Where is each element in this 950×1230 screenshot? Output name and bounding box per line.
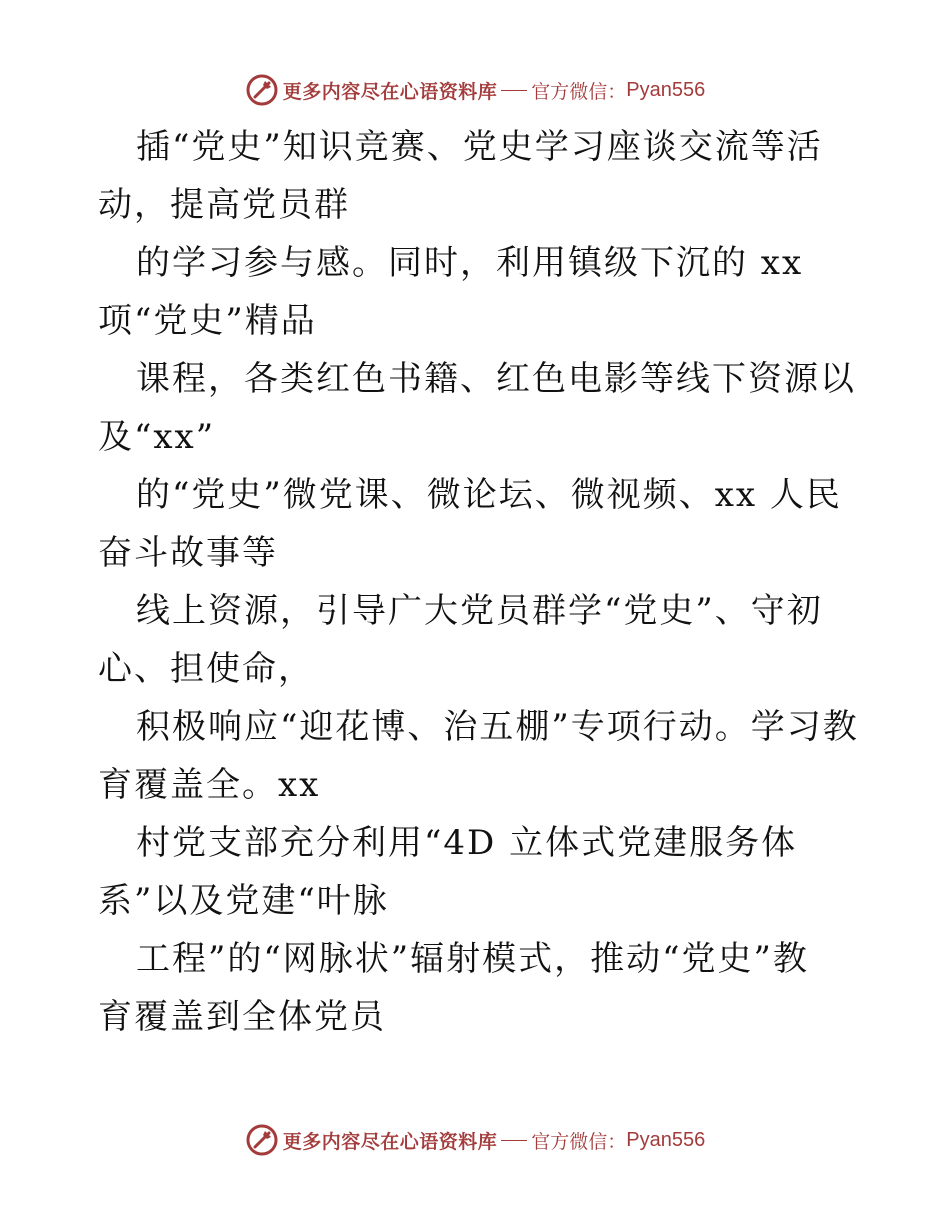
- body-line: 及“xx”: [98, 417, 216, 457]
- body-line: 系”以及党建“叶脉: [98, 881, 389, 921]
- body-line: 村党支部充分利用“4D 立体式党建服务体: [136, 823, 798, 863]
- body-line: 育覆盖全。xx: [98, 765, 321, 805]
- body-line: 动，提高党员群: [98, 185, 350, 225]
- footer-wechat-label: 官方微信：: [531, 1130, 627, 1153]
- body-line: 的“党史”微党课、微论坛、微视频、xx 人民: [136, 475, 842, 515]
- body-line: 项“党史”精品: [98, 301, 317, 341]
- page-header: [0, 70, 950, 110]
- header-wechat-label: 官方微信：: [531, 80, 627, 103]
- body-line: 育覆盖到全体党员: [98, 997, 386, 1037]
- logo-icon: [245, 73, 279, 107]
- footer-brand: 更多内容尽在心语资料库: [282, 1130, 498, 1153]
- body-line: 心、担使命，: [98, 649, 314, 689]
- document-body: [98, 118, 878, 1046]
- logo-icon: [245, 1123, 279, 1157]
- body-line: 课程，各类红色书籍、红色电影等线下资源以: [136, 359, 856, 399]
- body-line: 线上资源，引导广大党员群学“党史”、守初: [136, 591, 823, 631]
- header-divider: [501, 90, 527, 91]
- footer-divider: [501, 1140, 527, 1141]
- body-line: 插“党史”知识竞赛、党史学习座谈交流等活: [136, 127, 823, 167]
- header-wechat-id: Pyan556: [626, 78, 706, 101]
- body-line: 奋斗故事等: [98, 533, 278, 573]
- footer-wechat-id: Pyan556: [626, 1128, 706, 1151]
- body-line: 的学习参与感。同时，利用镇级下沉的 xx: [136, 243, 804, 283]
- body-line: 积极响应“迎花博、治五棚”专项行动。学习教: [136, 707, 859, 747]
- page-footer: [0, 1120, 950, 1160]
- header-brand: 更多内容尽在心语资料库: [282, 80, 498, 103]
- body-line: 工程”的“网脉状”辐射模式，推动“党史”教: [136, 939, 809, 979]
